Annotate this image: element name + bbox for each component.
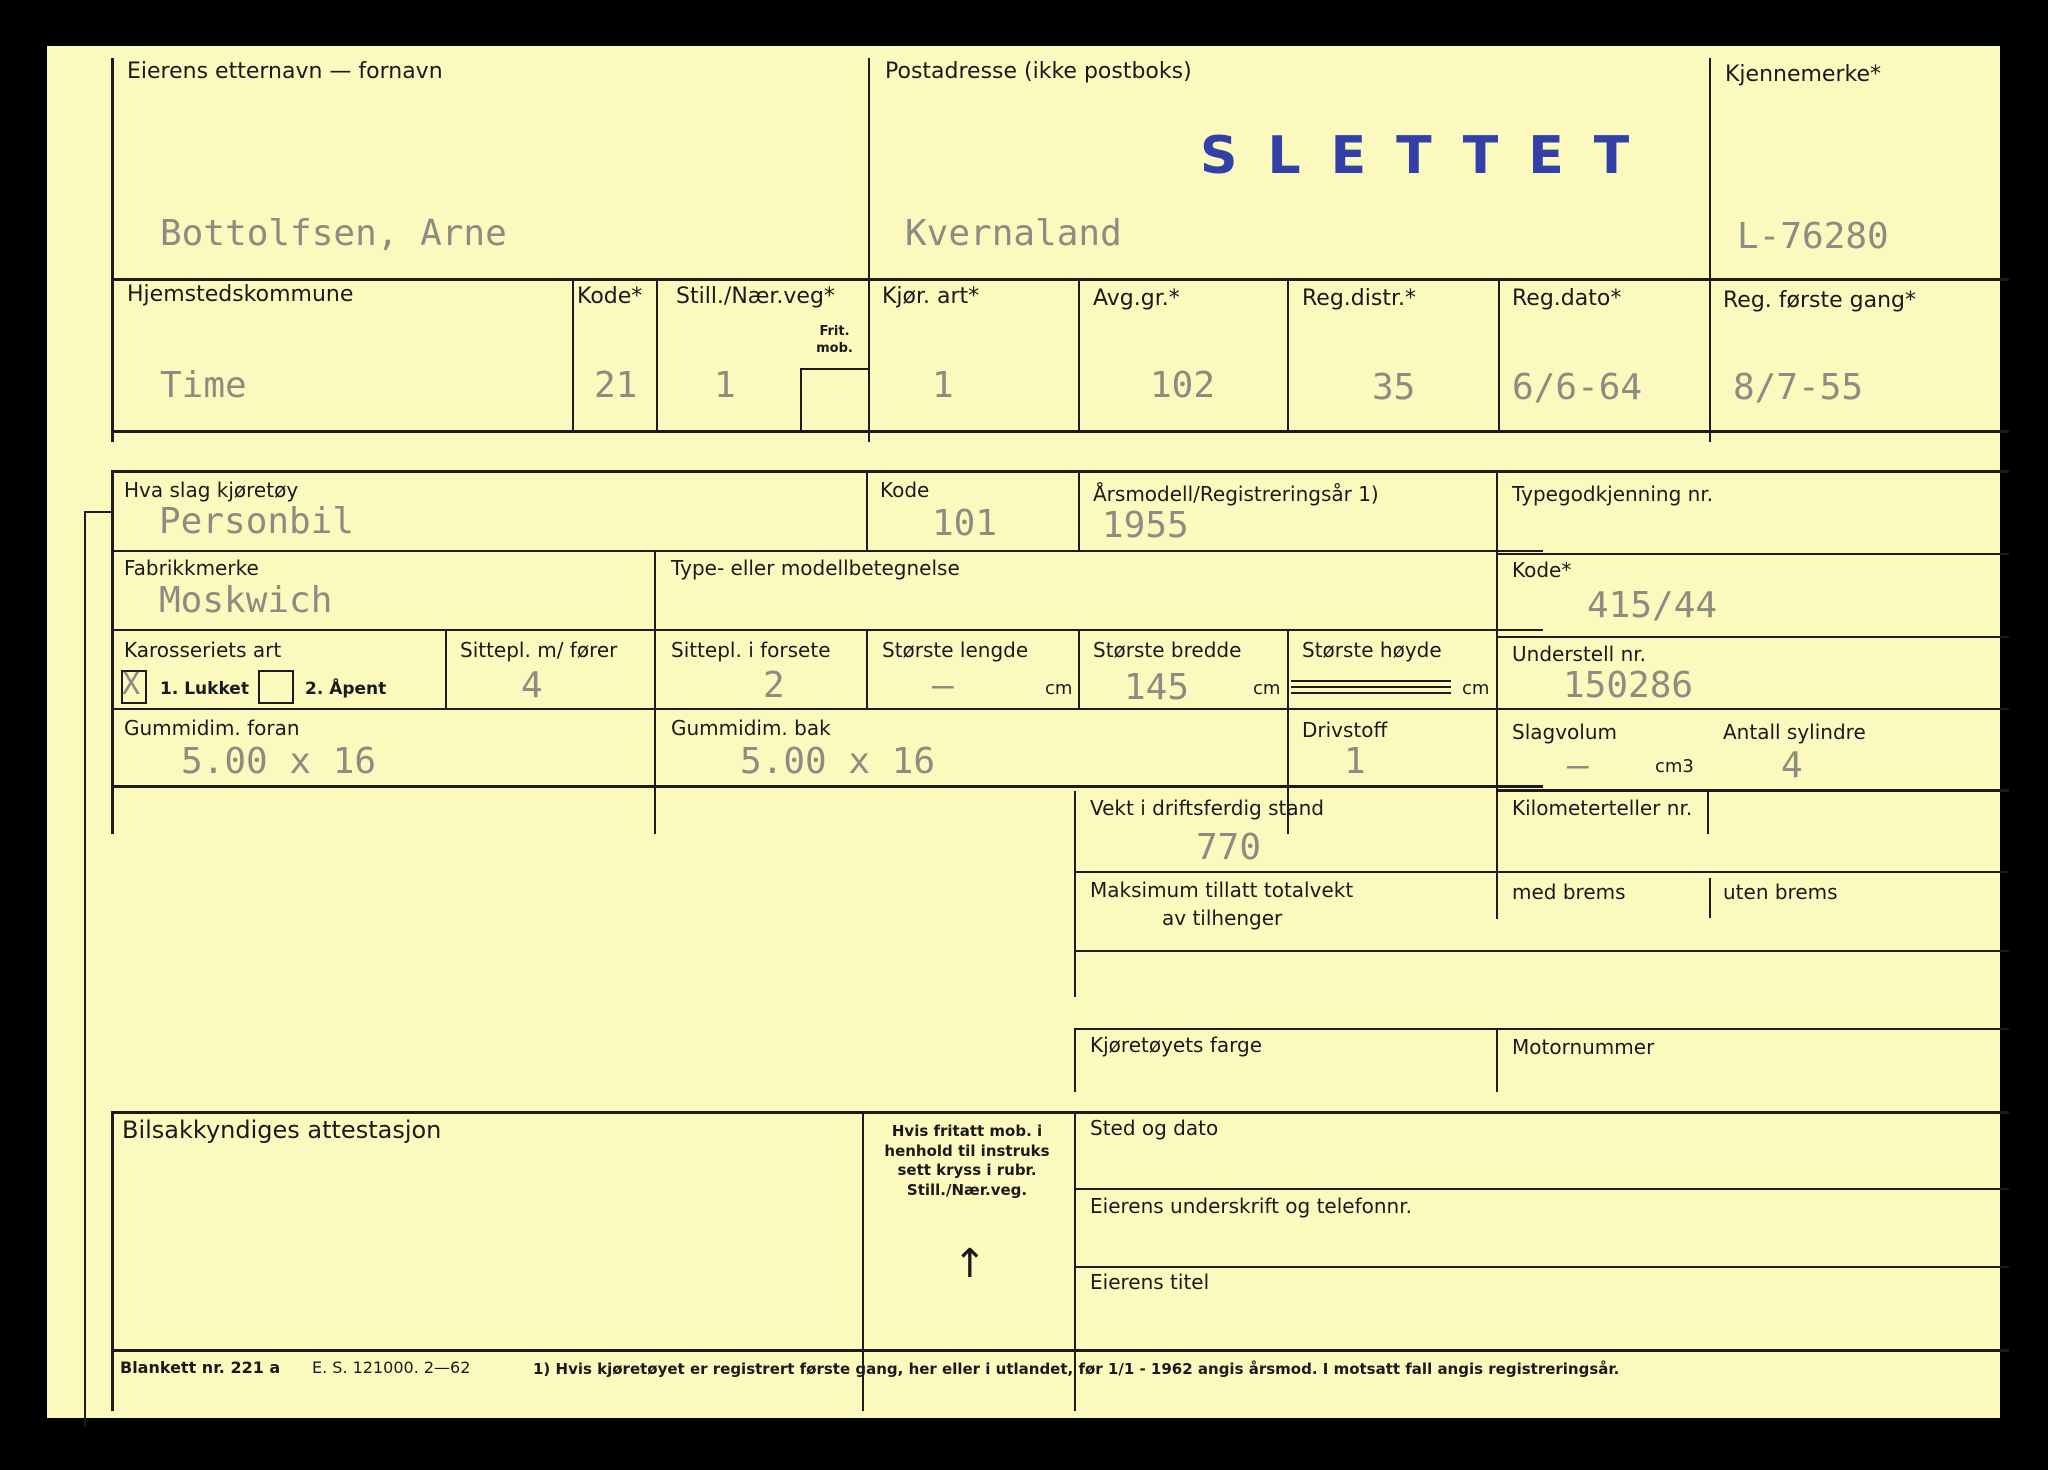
print-info: E. S. 121000. 2—62	[312, 1358, 471, 1377]
cylinders-label: Antall sylindre	[1723, 720, 1866, 744]
place-date-label: Sted og dato	[1090, 1116, 1219, 1140]
attestation-note: Hvis fritatt mob. i henhold til instruks sett kryss i rubr. Still./Nær.veg.	[884, 1122, 1050, 1199]
reg-distr-label: Reg.distr.*	[1302, 286, 1416, 311]
trailer-label-1: Maksimum tillatt totalvekt	[1090, 878, 1354, 902]
body-open-checkbox	[258, 670, 294, 704]
height-strike-1	[1291, 680, 1451, 682]
model-label: Type- eller modellbetegnelse	[671, 556, 960, 580]
kode-label: Kode	[880, 478, 930, 502]
body-closed-label: 1. Lukket	[160, 679, 249, 699]
attestation-title: Bilsakkyndiges attestasjon	[122, 1116, 442, 1144]
reg-first-label: Reg. første gang*	[1723, 288, 1917, 313]
engine-number-label: Motornummer	[1512, 1035, 1655, 1059]
code-value: 21	[594, 365, 638, 406]
body-open-label: 2. Åpent	[305, 679, 387, 699]
make-value: Moskwich	[159, 580, 333, 621]
weight-value: 770	[1196, 827, 1262, 868]
width-label: Største bredde	[1093, 638, 1242, 662]
length-label: Største lengde	[882, 638, 1029, 662]
reg-first-value: 8/7-55	[1733, 367, 1864, 408]
municipality-label: Hjemstedskommune	[127, 282, 354, 307]
with-brakes-label: med brems	[1512, 880, 1626, 904]
fuel-label: Drivstoff	[1302, 718, 1388, 742]
displacement-unit: cm3	[1655, 756, 1694, 777]
still-label: Still./Nær.veg*	[676, 284, 835, 309]
footnote: 1) Hvis kjøretøyet er registrert første gang, her eller i utlandet, før 1/1 - 1962 angis årsmod. I motsatt fall angis registreringsår.	[533, 1360, 1620, 1378]
owner-signature-label: Eierens underskrift og telefonnr.	[1090, 1194, 1412, 1218]
width-value: 145	[1124, 667, 1190, 708]
weight-label: Vekt i driftsferdig stand	[1090, 796, 1324, 820]
seats-front-label: Sittepl. i forsete	[671, 638, 831, 662]
owner-name-value: Bottolfsen, Arne	[160, 213, 507, 254]
frit-mob-label: Frit. mob.	[816, 324, 853, 356]
reg-mark-value: L-76280	[1737, 216, 1889, 257]
still-value: 1	[714, 365, 736, 406]
form-number: Blankett nr. 221 a	[120, 1358, 281, 1377]
height-strike-3	[1291, 692, 1451, 694]
chassis-value: 150286	[1563, 665, 1694, 706]
height-strike-2	[1291, 686, 1451, 688]
reg-date-label: Reg.dato*	[1512, 286, 1622, 311]
seats-driver-label: Sittepl. m/ fører	[460, 638, 618, 662]
model-year-label: Årsmodell/Registreringsår 1)	[1093, 482, 1379, 506]
tire-rear-value: 5.00 x 16	[740, 741, 936, 782]
body-closed-mark: X	[122, 667, 141, 702]
deleted-stamp: SLETTET	[1200, 126, 1660, 186]
code-label: Kode*	[577, 284, 643, 309]
reg-date-value: 6/6-64	[1512, 367, 1643, 408]
height-label: Største høyde	[1302, 638, 1442, 662]
registration-card	[47, 46, 2000, 1418]
fuel-value: 1	[1344, 741, 1366, 782]
without-brakes-label: uten brems	[1723, 880, 1838, 904]
make-label: Fabrikkmerke	[124, 556, 259, 580]
body-type-label: Karosseriets art	[124, 638, 282, 662]
municipality-value: Time	[160, 365, 247, 406]
vehicle-type-value: Personbil	[159, 501, 355, 542]
kjor-art-label: Kjør. art*	[882, 284, 980, 309]
owner-title-label: Eierens titel	[1090, 1270, 1210, 1294]
chassis-label: Understell nr.	[1512, 642, 1646, 666]
cylinders-value: 4	[1781, 745, 1803, 786]
trailer-label-2: av tilhenger	[1162, 906, 1283, 930]
height-unit: cm	[1462, 678, 1490, 699]
displacement-value: –	[1567, 745, 1589, 786]
kjor-art-value: 1	[932, 365, 954, 406]
avg-value: 102	[1150, 365, 1216, 406]
tire-front-value: 5.00 x 16	[181, 741, 377, 782]
kode-value: 101	[932, 503, 998, 544]
kode2-label: Kode*	[1512, 558, 1572, 582]
kode2-value: 415/44	[1587, 585, 1718, 626]
address-label: Postadresse (ikke postboks)	[885, 59, 1192, 84]
seats-driver-value: 4	[521, 665, 543, 706]
width-unit: cm	[1253, 678, 1281, 699]
odometer-label: Kilometerteller nr.	[1512, 796, 1693, 820]
up-arrow-icon: ↑	[953, 1241, 987, 1287]
vehicle-type-label: Hva slag kjøretøy	[124, 478, 299, 502]
type-approval-label: Typegodkjenning nr.	[1512, 482, 1714, 506]
displacement-label: Slagvolum	[1512, 720, 1617, 744]
owner-name-label: Eierens etternavn — fornavn	[127, 59, 443, 84]
address-value: Kvernaland	[905, 213, 1122, 254]
reg-distr-value: 35	[1372, 367, 1416, 408]
vehicle-color-label: Kjøretøyets farge	[1090, 1033, 1263, 1057]
avg-label: Avg.gr.*	[1093, 286, 1180, 311]
length-value: –	[932, 665, 954, 706]
reg-mark-label: Kjennemerke*	[1725, 62, 1881, 87]
model-year-value: 1955	[1102, 505, 1189, 546]
tire-front-label: Gummidim. foran	[124, 716, 300, 740]
length-unit: cm	[1045, 678, 1073, 699]
seats-front-value: 2	[763, 665, 785, 706]
tire-rear-label: Gummidim. bak	[671, 716, 831, 740]
